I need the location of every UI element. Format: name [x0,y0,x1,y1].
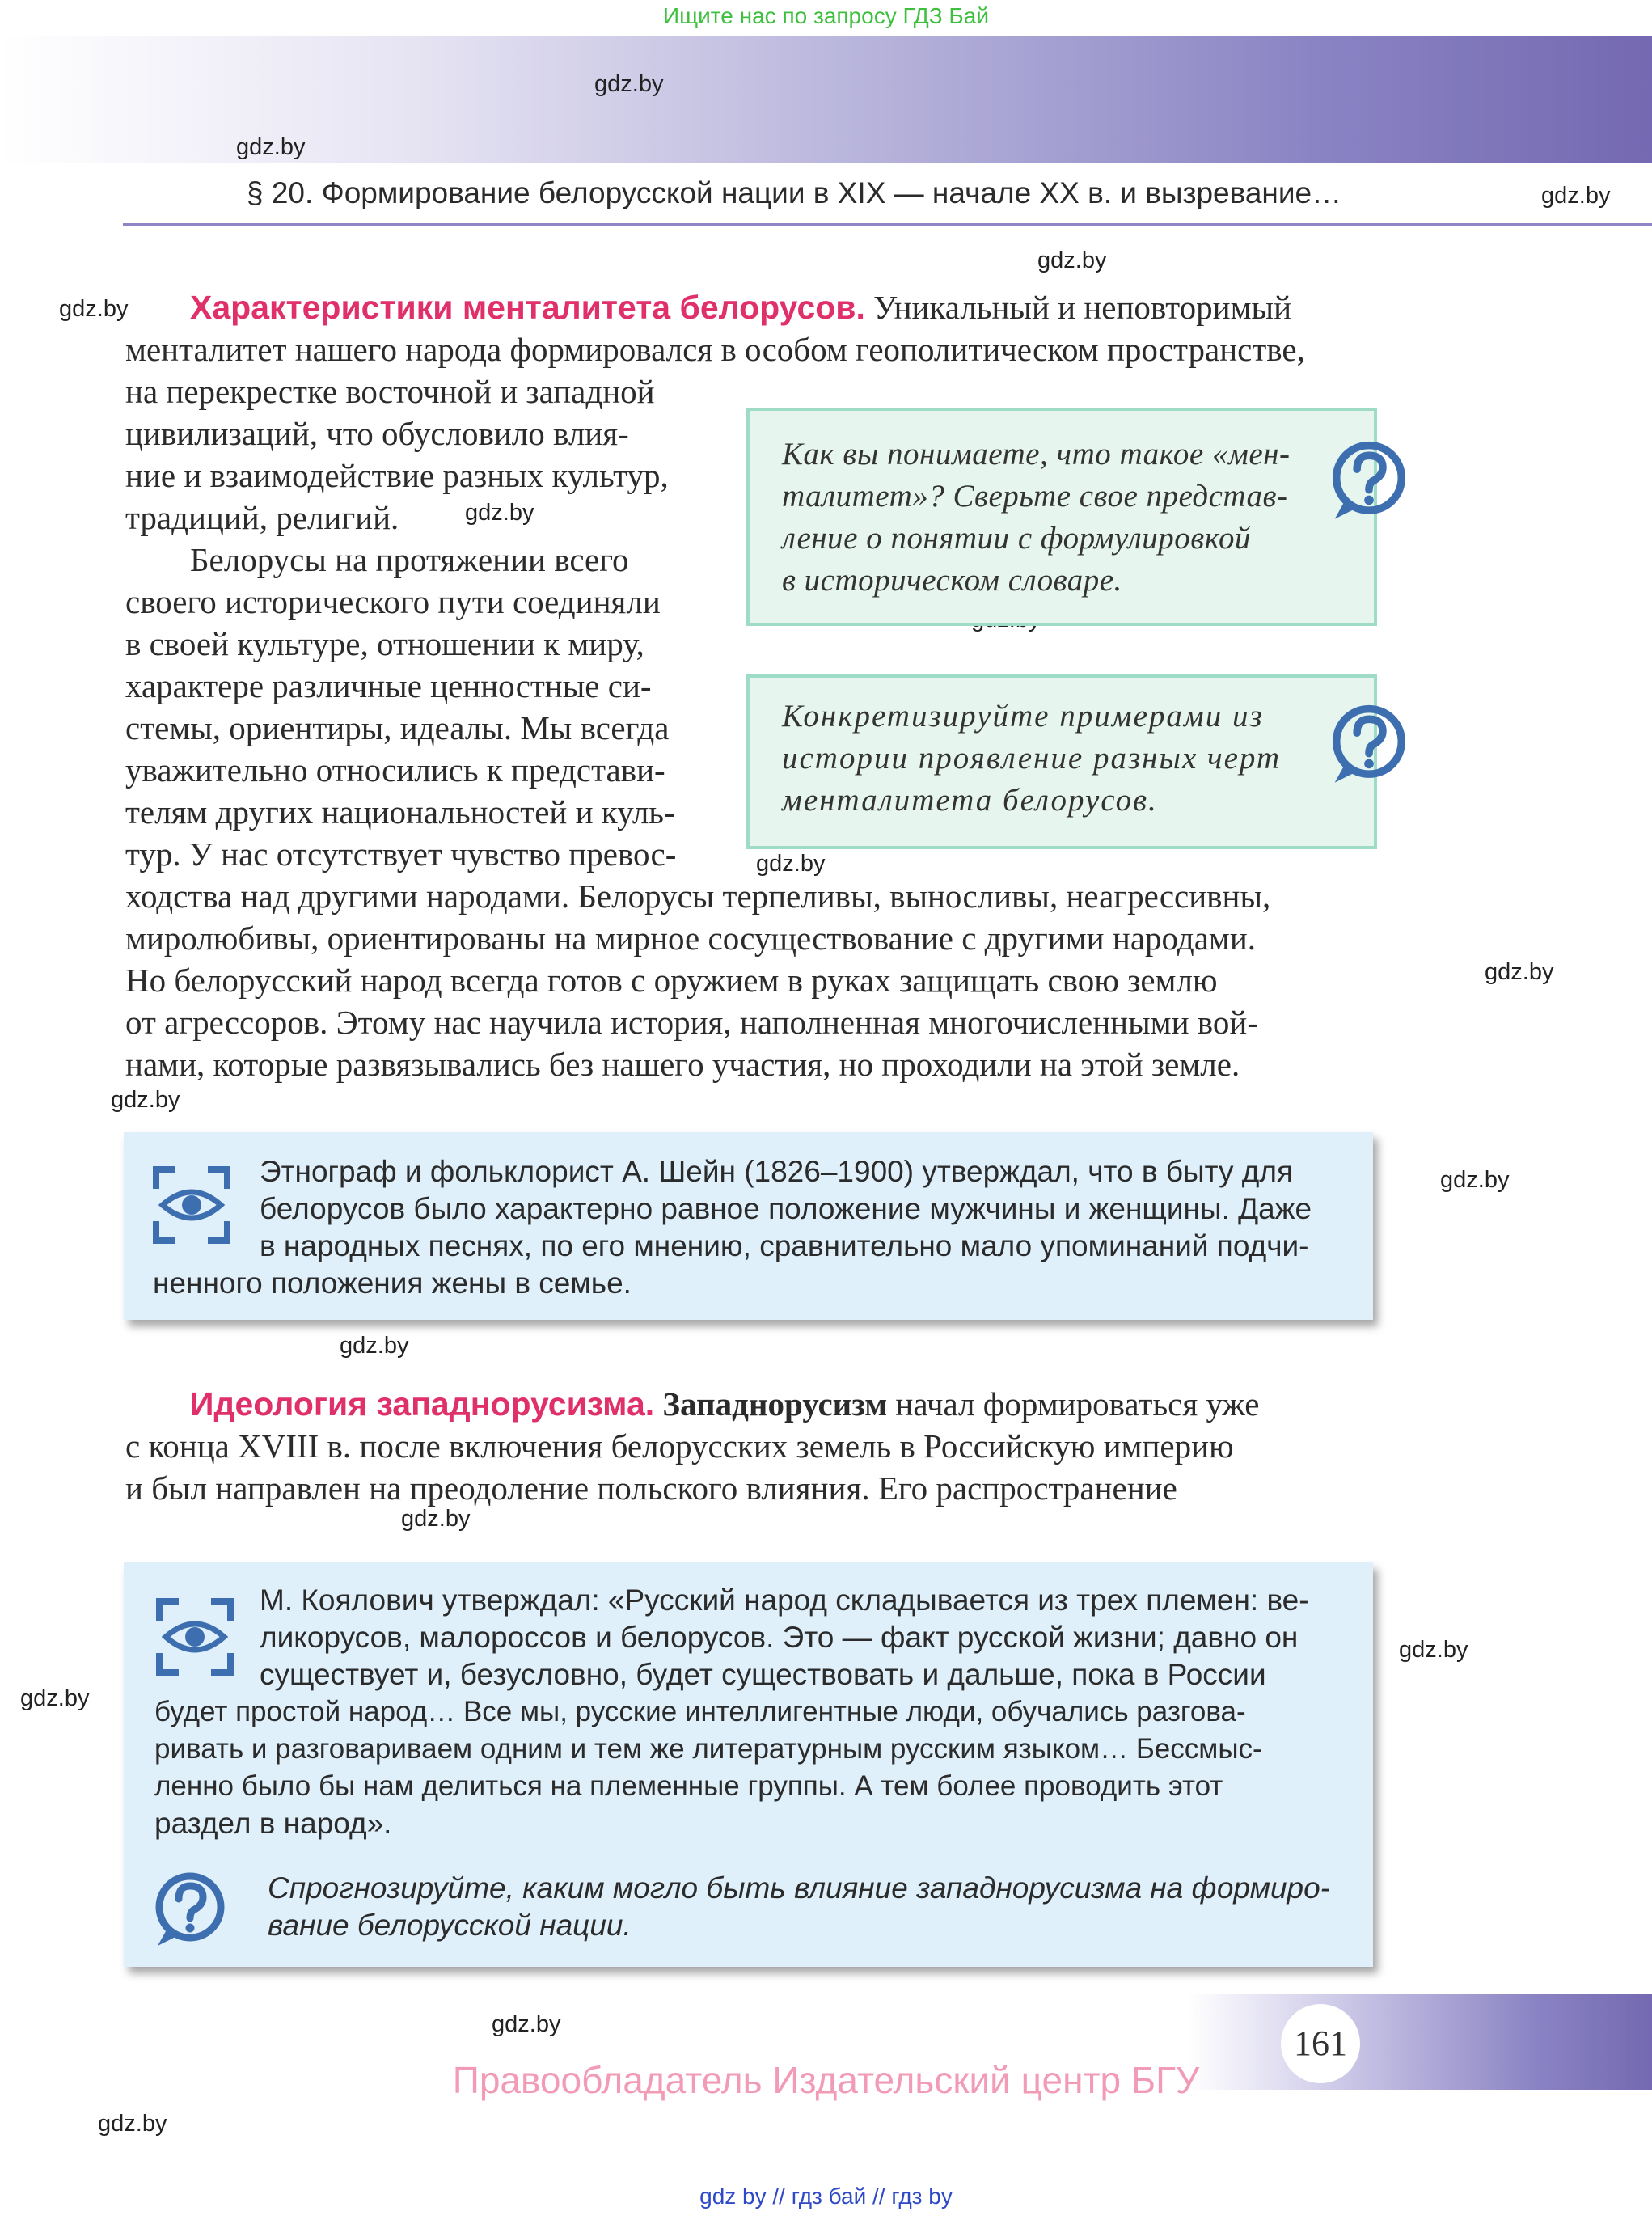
text-line: стемы, ориентиры, идеалы. Мы всегда [125,709,670,746]
question-box [746,674,1377,849]
search-hint: Ищите нас по запросу ГДЗ Бай [662,3,990,28]
watermark: gdz.by [1440,1167,1510,1193]
section1-lead [190,286,1375,328]
info-line: существует и, безусловно, будет существовать и дальше, пока в России [260,1658,1266,1691]
section2-lead-text: начал формироваться уже [895,1385,1260,1423]
section1-lead-text: Уникальный и неповторимый [873,289,1292,326]
watermark: gdz.by [1399,1637,1468,1663]
info-line: в народных песнях, по его мнению, сравнительно мало упоминаний подчи- [260,1229,1309,1262]
text-line: телям других национальностей и куль- [125,793,675,831]
info-line: М. Коялович утверждал: «Русский народ складывается из трех племен: ве- [260,1583,1309,1617]
text-line: тур. У нас отсутствует чувство превос- [125,835,677,873]
info-line: ненного положения жены в семье. [153,1266,632,1300]
watermark: gdz.by [1037,247,1107,273]
watermark: gdz.by [236,134,306,160]
info-line: белорусов было характерно равное положение мужчины и женщины. Даже [260,1192,1312,1225]
text-line: Конкретизируйте примерами из [782,699,1264,734]
info-line: ленно было бы нам делиться на племенные группы. А тем более проводить этот [154,1770,1223,1802]
text-line: характере различные ценностные си- [125,667,652,704]
info-line: ликорусов, малороссов и белорусов. Это — факт русской жизни; давно он [260,1621,1299,1654]
question-box [746,408,1377,626]
text-line: цивилизаций, что обусловило влия- [125,415,629,452]
text-line: нами, которые развязывались без нашего участия, но проходили на этой земле. [125,1046,1240,1083]
info-line: будет простой народ… Все мы, русские интеллигентные люди, обучались разгова- [154,1696,1246,1727]
watermark: gdz.by [59,296,129,322]
running-head: § 20. Формирование белорусской нации в XIX — начале XX в. и вызревание… [247,176,1342,209]
text-line: от агрессоров. Этому нас научила история, наполненная многочисленными вой- [125,1004,1258,1041]
section2-lead [190,1383,1375,1425]
text-line: ние и взаимодействие разных культур, [125,457,669,494]
question-icon [1326,700,1412,786]
text-line: Белорусы на протяжении всего [190,541,629,578]
section1-column [125,370,699,875]
page-number: 161 [1281,2004,1360,2083]
question-line: вание белорусской нации. [268,1909,632,1942]
watermark: gdz.by [98,2111,167,2137]
text-line: истории проявление разных черт [782,741,1282,776]
text-line: традиций, религий. [125,499,399,536]
section2-body [125,1425,1375,1509]
text-line: на перекрестке восточной и западной [125,373,655,410]
watermark: gdz.by [492,2011,561,2037]
watermark: gdz.by [20,1685,90,1711]
text-line: в своей культуре, отношении к миру, [125,625,644,662]
watermark: gdz.by [594,71,664,97]
bottom-links[interactable]: gdz by // гдз бай // гдз by [699,2184,953,2209]
text-line: уважительно относились к представи- [125,751,665,789]
section2-heading: Идеология западнорусизма. [190,1385,655,1423]
text-line: менталитета белорусов. [782,783,1158,818]
watermark: gdz.by [465,500,534,526]
section1-heading: Характеристики менталитета белорусов. [190,289,865,326]
text-line: миролюбивы, ориентированы на мирное сосуществование с другими народами. [125,920,1257,957]
text-line: ходства над другими народами. Белорусы терпеливы, выносливы, неагрессивны, [125,877,1271,915]
watermark: gdz.by [1541,183,1611,209]
info-line: раздел в народ». [154,1807,392,1840]
question-text [782,696,1348,822]
info-line: Этнограф и фольклорист А. Шейн (1826–1900) утверждал, что в быту для [260,1155,1293,1188]
question-text [782,433,1348,602]
text-line: талитет»? Сверьте свое представ- [782,479,1288,514]
term-bold: Западнорусизм [662,1385,888,1423]
question-icon [1326,437,1412,522]
watermark: gdz.by [756,851,826,877]
question-icon [148,1870,229,1951]
text-line: ление о понятии с формулировкой [782,521,1251,556]
text-line: и был направлен на преодоление польского влияния. Его распространение [125,1469,1177,1507]
info-line: ривать и разговариваем одним и тем же литературным русским языком… Бессмыс- [154,1733,1262,1765]
text-line: с конца XVIII в. после включения белорусских земель в Российскую империю [125,1427,1234,1465]
info-box [124,1562,1373,1967]
watermark: gdz.by [111,1087,180,1113]
text-line: Как вы понимаете, что такое «мен- [782,437,1291,471]
header-rule [123,223,1652,226]
eye-icon [154,1596,235,1677]
section1-full [125,875,1375,1085]
watermark: gdz.by [1485,959,1554,985]
question-line: Спрогнозируйте, каким могло быть влияние западнорусизма на формиро- [268,1871,1331,1905]
text-line: Но белорусский народ всегда готов с оружием в руках защищать свою землю [125,962,1218,999]
info-box [124,1132,1373,1320]
watermark: gdz.by [340,1333,409,1359]
watermark: gdz.by [401,1506,471,1532]
eye-icon [151,1165,232,1245]
copyright: Правообладатель Издательский центр БГУ [452,2059,1200,2101]
section1-line: менталитет нашего народа формировался в особом геополитическом пространстве, [125,331,1305,368]
text-line: в историческом словаре. [782,563,1122,598]
text-line: своего исторического пути соединяли [125,583,661,620]
